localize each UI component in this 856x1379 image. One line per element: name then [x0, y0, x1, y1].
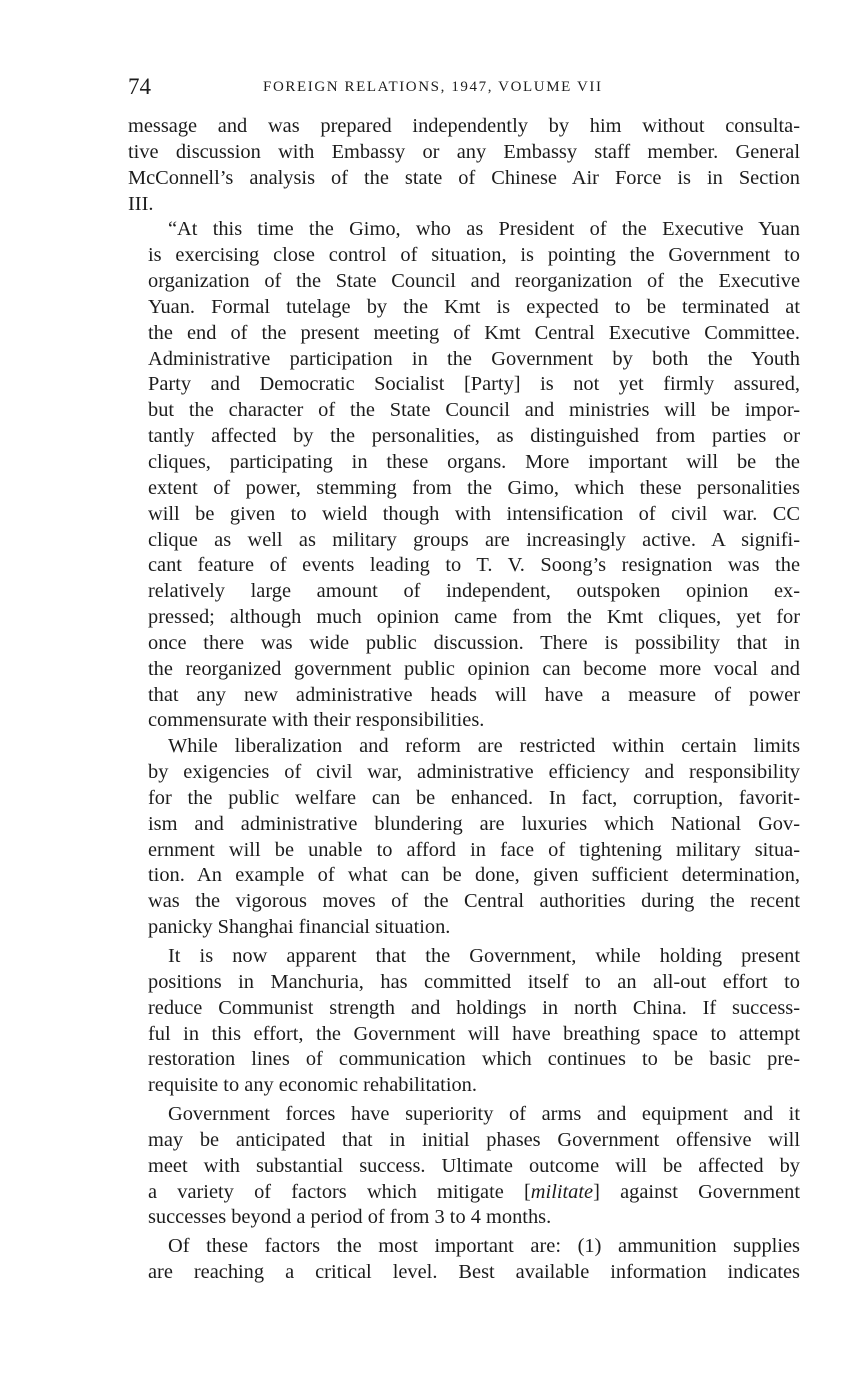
text-line: Yuan. Formal tutelage by the Kmt is expected to be terminated at: [148, 295, 800, 318]
text-line: once there was wide public discussion. There is possibility that in: [148, 631, 800, 654]
text-line: are reaching a critical level. Best available information indicates: [148, 1261, 800, 1284]
text-line: restoration lines of communication which continues to be basic pre-: [148, 1048, 800, 1071]
editorial-correction: militate: [530, 1180, 594, 1203]
text-line: organization of the State Council and reorganization of the Executive: [148, 270, 800, 293]
text-line: While liberalization and reform are restricted within certain limits: [168, 735, 800, 758]
paragraph: [128, 114, 800, 217]
page-header: [128, 72, 800, 102]
text-line: clique as well as military groups are increasingly active. A signifi-: [148, 528, 800, 551]
text-line: the end of the present meeting of Kmt Central Executive Committee.: [148, 321, 800, 344]
text-line: requisite to any economic rehabilitation.: [148, 1074, 477, 1097]
text-line: reduce Communist strength and holdings in north China. If success-: [148, 996, 800, 1019]
text-line: pressed; although much opinion came from the Kmt cliques, yet for: [148, 606, 800, 629]
text-line: tantly affected by the personalities, as distinguished from parties or: [148, 425, 800, 448]
text-line: but the character of the State Council and ministries will be impor-: [148, 399, 800, 422]
text-line: cant feature of events leading to T. V. Soong’s resignation was the: [148, 554, 800, 577]
text-line: “At this time the Gimo, who as President of the Executive Yuan: [168, 218, 800, 241]
text-line: It is now apparent that the Government, while holding present: [168, 945, 800, 967]
text-line: ism and administrative blundering are luxuries which National Gov-: [148, 812, 800, 835]
paragraph: [128, 217, 800, 734]
text-line: Administrative participation in the Government by both the Youth: [148, 347, 800, 370]
text-line: is exercising close control of situation, is pointing the Government to: [148, 244, 800, 267]
running-title: FOREIGN RELATIONS, 1947, VOLUME VII: [263, 79, 603, 95]
text-line-with-editorial-correction: [128, 1180, 800, 1206]
text-line: tion. An example of what can be done, given sufficient determination,: [148, 864, 800, 887]
text-line: for the public welfare can be enhanced. In fact, corruption, favorit-: [148, 786, 800, 809]
text-line: successes beyond a period of from 3 to 4 months.: [148, 1206, 552, 1229]
text-line: Of these factors the most important are: (1) ammunition supplies: [168, 1235, 800, 1258]
text-line: relatively large amount of independent, outspoken opinion ex-: [148, 580, 800, 603]
text-line: was the vigorous moves of the Central authorities during the recent: [148, 890, 800, 913]
text-line: ernment will be unable to afford in face of tightening military situa-: [148, 838, 800, 861]
text-line: meet with substantial success. Ultimate outcome will be affected by: [148, 1154, 800, 1177]
text-fragment: ] against Government: [593, 1180, 800, 1203]
text-line: may be anticipated that in initial phases Government offensive will: [148, 1128, 800, 1151]
text-line: commensurate with their responsibilities.: [148, 709, 485, 732]
text-fragment: a variety of factors which mitigate [: [148, 1180, 531, 1203]
text-line: Government forces have superiority of arms and equipment and it: [168, 1103, 800, 1126]
paragraph: [128, 1234, 800, 1286]
body-text: [128, 114, 800, 1286]
text-line: III.: [128, 192, 154, 215]
paragraph: [128, 1102, 800, 1231]
text-line: McConnell’s analysis of the state of Chinese Air Force is in Section: [128, 166, 800, 189]
text-line: Party and Democratic Socialist [Party] is not yet firmly assured,: [148, 373, 800, 396]
text-line: will be given to wield though with intensification of civil war. CC: [148, 502, 800, 525]
text-line: the reorganized government public opinion can become more vocal and: [148, 657, 800, 680]
text-line: message and was prepared independently by him without consulta-: [128, 115, 800, 137]
text-line: that any new administrative heads will have a measure of power: [148, 683, 800, 706]
text-line: panicky Shanghai financial situation.: [148, 916, 451, 939]
page-number: 74: [128, 74, 151, 99]
paragraph: [128, 944, 800, 1099]
text-line: positions in Manchuria, has committed itself to an all-out effort to: [148, 970, 800, 993]
text-line: by exigencies of civil war, administrative efficiency and responsibility: [148, 761, 800, 784]
paragraph: [128, 734, 800, 941]
text-line: ful in this effort, the Government will have breathing space to attempt: [148, 1022, 800, 1045]
text-line: cliques, participating in these organs. More important will be the: [148, 450, 800, 473]
text-line: tive discussion with Embassy or any Embassy staff member. General: [128, 140, 800, 163]
text-line: extent of power, stemming from the Gimo, which these personalities: [148, 476, 800, 499]
